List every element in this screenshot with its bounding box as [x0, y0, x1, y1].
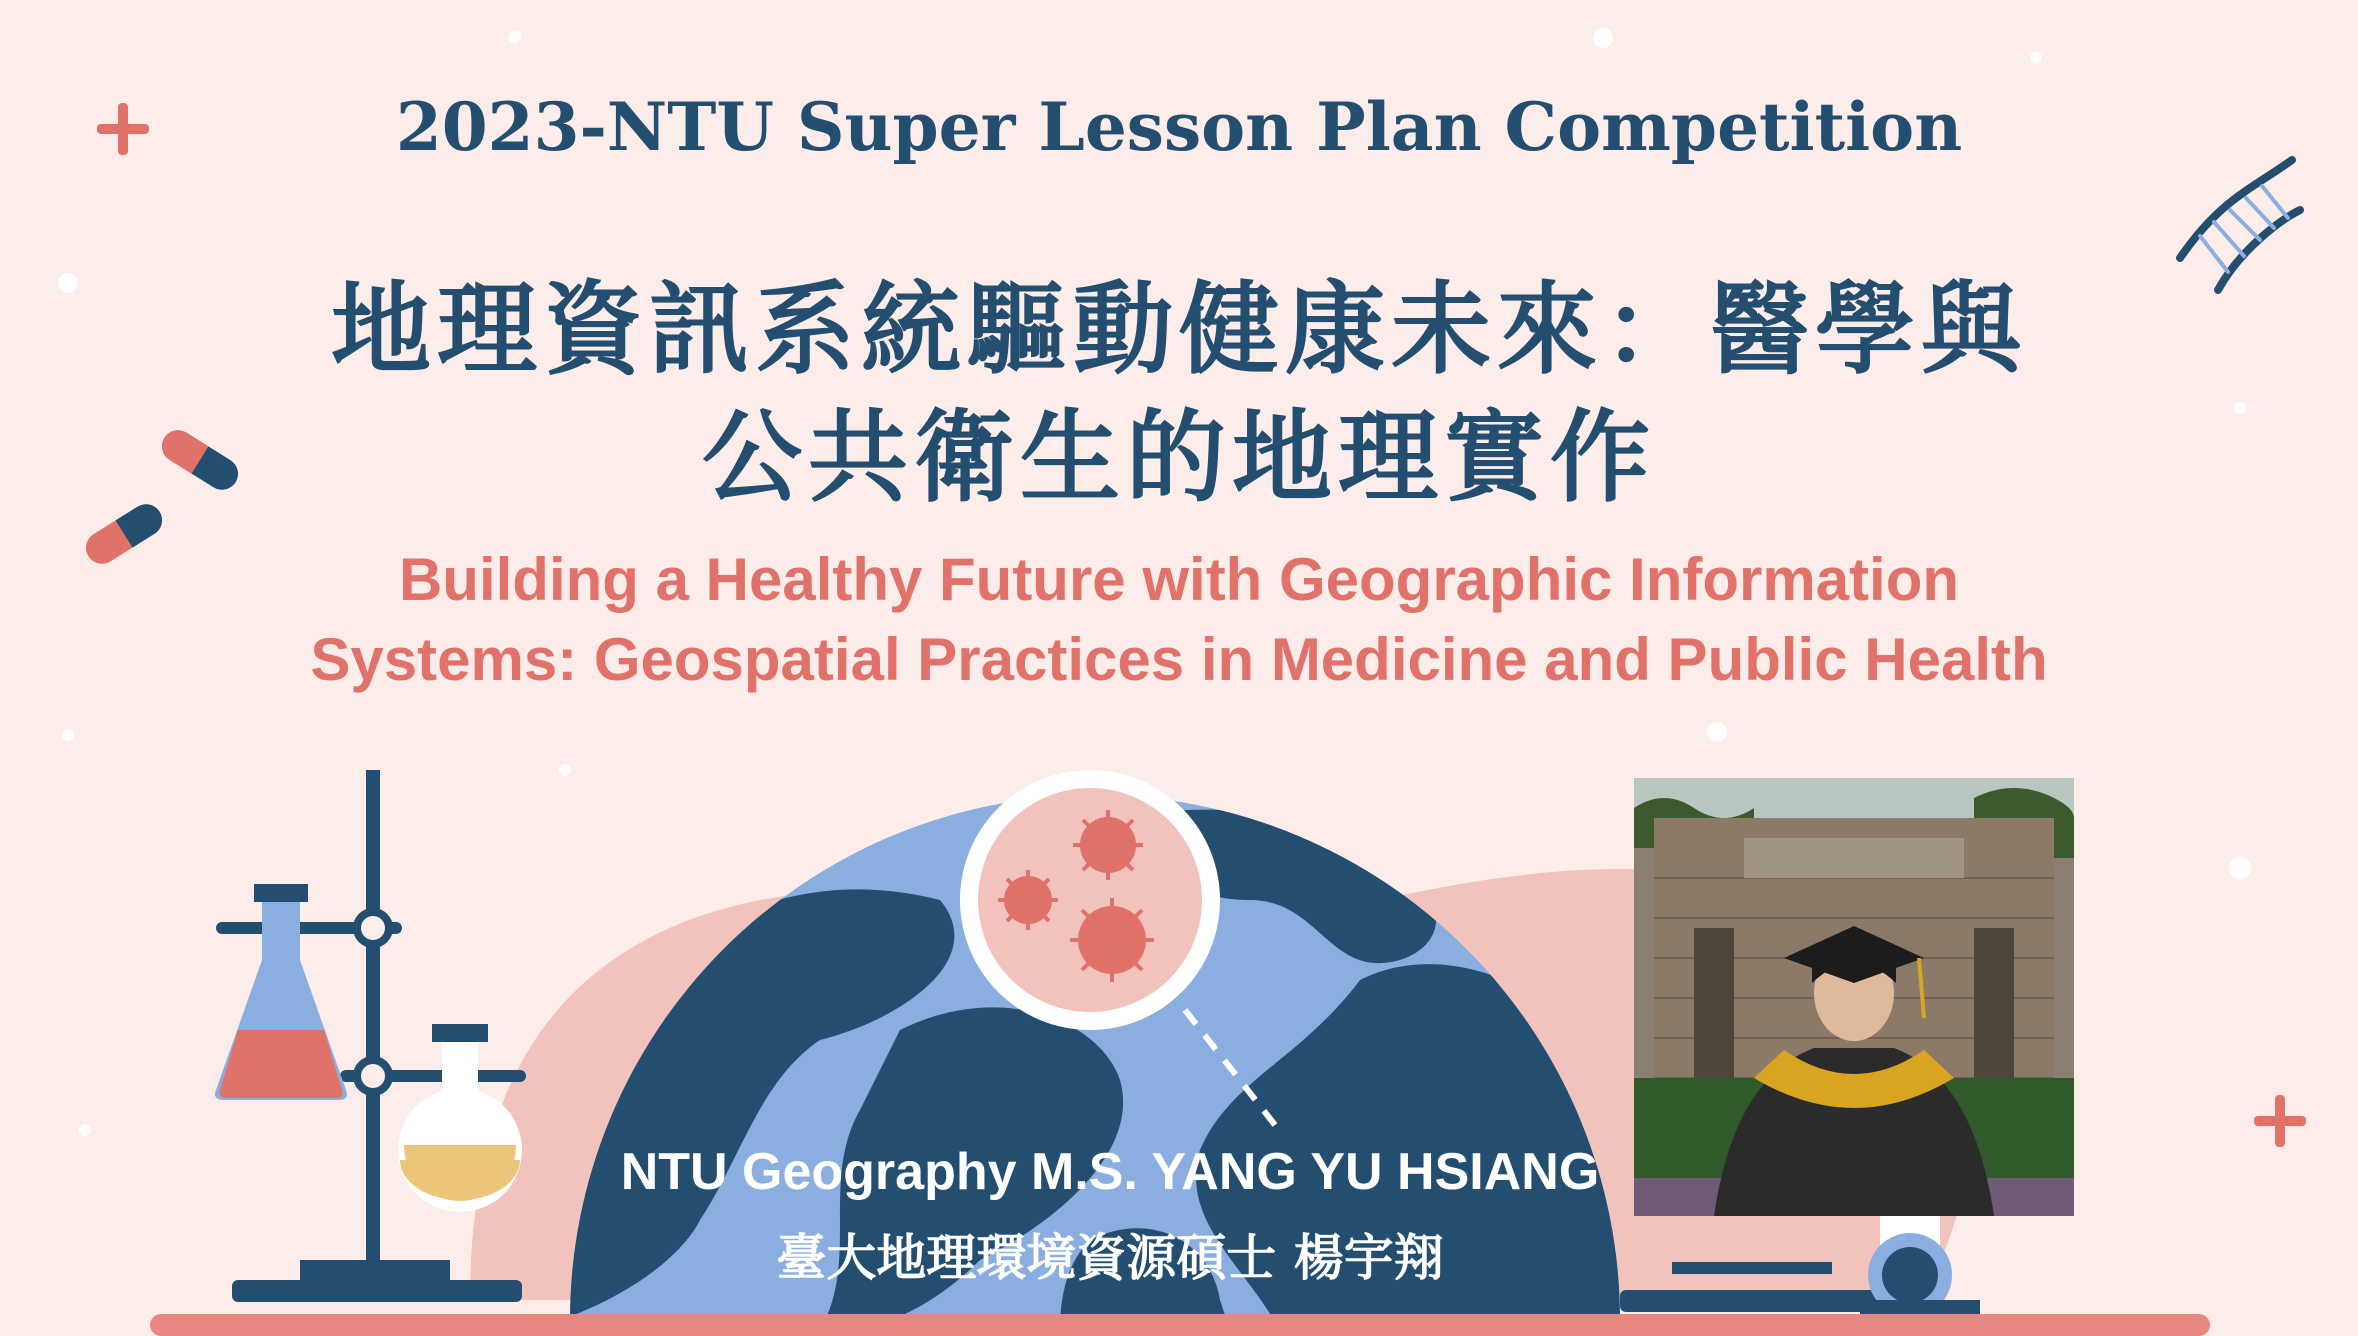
title-zh-line1: 地理資訊系統驅動健康未來：醫學與 [331, 271, 2027, 388]
title-en-line2: Systems: Geospatial Practices in Medicine and Public Health [310, 626, 2048, 693]
author-photo [1634, 778, 2074, 1216]
ground-bar [150, 1314, 2210, 1336]
title-en-line1: Building a Healthy Future with Geographic Information [398, 546, 1960, 613]
title-zh-line2: 公共衛生的地理實作 [702, 399, 1656, 516]
virus-icon-2 [998, 870, 1058, 930]
author-name-zh: 臺大地理環境資源碩士 楊宇翔 [776, 1229, 1444, 1287]
competition-title: 2023-NTU Super Lesson Plan Competition [395, 88, 1963, 166]
virus-icon-1 [1073, 810, 1143, 880]
plus-icon-bottom-right [2254, 1095, 2306, 1147]
flask-icon-yellow [398, 1024, 522, 1212]
virus-icon-3 [1070, 898, 1154, 982]
flask-icon-red [215, 884, 347, 1100]
author-name-en: NTU Geography M.S. YANG YU HSIANG [620, 1143, 1600, 1201]
